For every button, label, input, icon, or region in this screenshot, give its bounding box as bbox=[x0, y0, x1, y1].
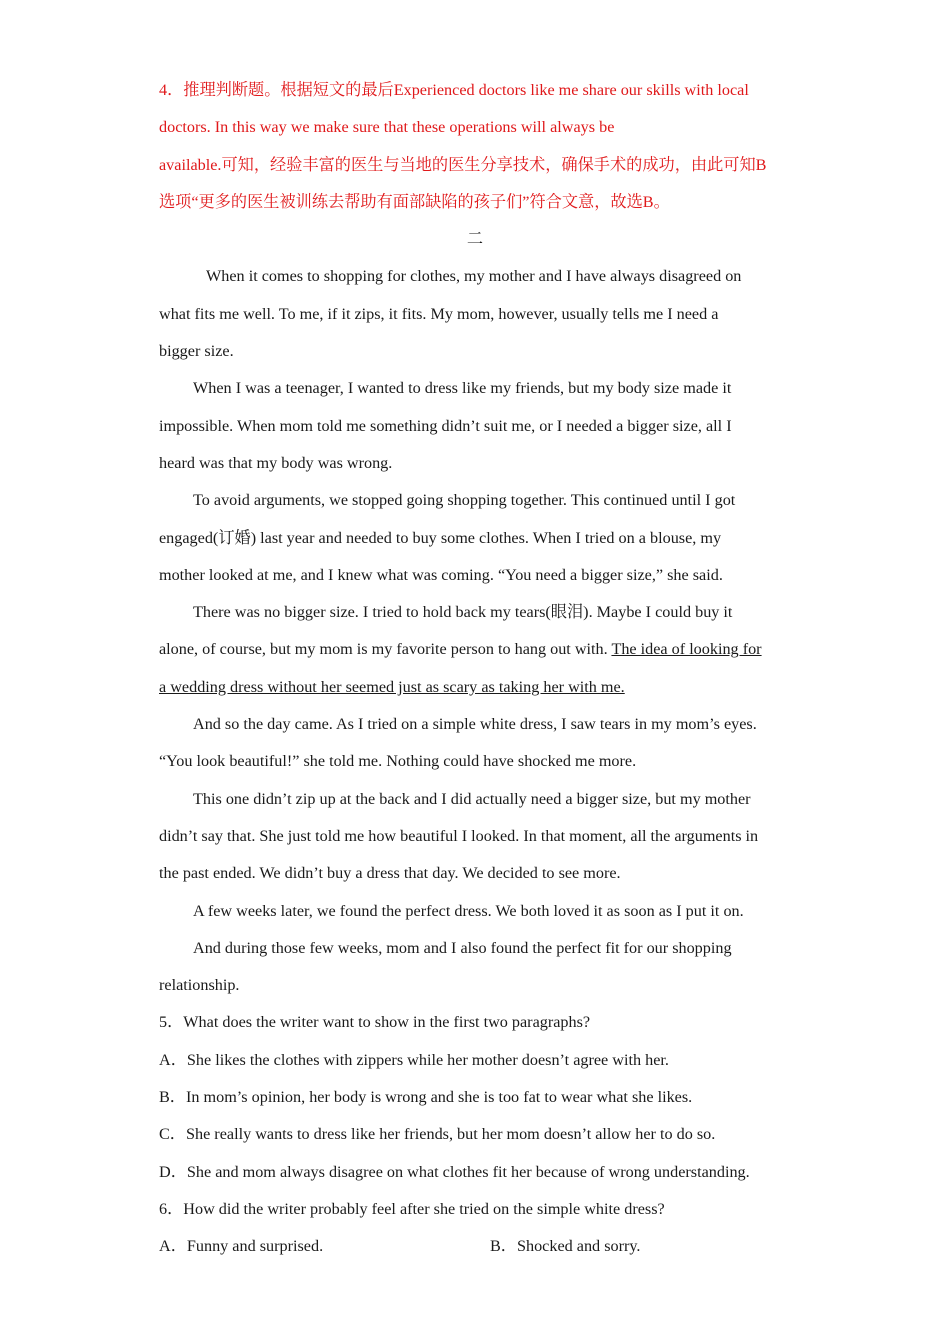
passage-line: “You look beautiful!” she told me. Nothing could have shocked me more. bbox=[159, 752, 637, 771]
explanation-line: 选项“更多的医生被训练去帮助有面部缺陷的孩子们”符合文意，故选B。 bbox=[159, 192, 670, 211]
passage-line: impossible. When mom told me something didn’t suit me, or I needed a bigger size, all I bbox=[159, 416, 732, 435]
passage-line: A few weeks later, we found the perfect dress. We both loved it as soon as I put it on. bbox=[193, 901, 744, 920]
option-b: B．In mom’s opinion, her body is wrong and she is too fat to wear what she likes. bbox=[159, 1088, 693, 1107]
passage-line: When it comes to shopping for clothes, my mother and I have always disagreed on bbox=[206, 267, 742, 286]
passage-line: When I was a teenager, I wanted to dress like my friends, but my body size made it bbox=[193, 379, 732, 398]
option-d: D．She and mom always disagree on what clothes fit her because of wrong understanding. bbox=[159, 1162, 750, 1181]
passage-line: heard was that my body was wrong. bbox=[159, 453, 393, 472]
option-b: B．Shocked and sorry. bbox=[490, 1237, 641, 1256]
section-heading: 二 bbox=[466, 230, 484, 249]
passage-line: what fits me well. To me, if it zips, it fits. My mom, however, usually tells me I need a bbox=[159, 304, 719, 323]
question-stem: 6．How did the writer probably feel after she tried on the simple white dress? bbox=[159, 1199, 665, 1218]
explanation-line: available.可知，经验丰富的医生与当地的医生分享技术，确保手术的成功，由此可知B bbox=[159, 155, 767, 174]
option-c: C．She really wants to dress like her friends, but her mom doesn’t allow her to do so. bbox=[159, 1125, 716, 1144]
question-stem: 5．What does the writer want to show in the first two paragraphs? bbox=[159, 1013, 591, 1032]
passage-line: mother looked at me, and I knew what was coming. “You need a bigger size,” she said. bbox=[159, 565, 723, 584]
question-5 bbox=[159, 1004, 791, 1190]
passage-line: This one didn’t zip up at the back and I did actually need a bigger size, but my mother bbox=[193, 789, 751, 808]
passage-line: engaged(订婚) last year and needed to buy some clothes. When I tried on a blouse, my bbox=[159, 528, 722, 547]
passage-text: alone, of course, but my mom is my favorite person to hang out with. bbox=[159, 640, 612, 659]
explanation-line: doctors. In this way we make sure that these operations will always be bbox=[159, 118, 615, 137]
passage-line: And during those few weeks, mom and I also found the perfect fit for our shopping bbox=[193, 938, 732, 957]
passage-line: relationship. bbox=[159, 976, 240, 995]
passage-line: bigger size. bbox=[159, 342, 234, 361]
document-page bbox=[159, 72, 791, 1266]
reading-passage bbox=[159, 258, 791, 1004]
option-a: A．She likes the clothes with zippers while her mother doesn’t agree with her. bbox=[159, 1050, 669, 1069]
question-6 bbox=[159, 1191, 791, 1266]
explanation-line: 4．推理判断题。根据短文的最后Experienced doctors like me share our skills with local bbox=[159, 81, 749, 99]
answer-explanation bbox=[159, 72, 791, 221]
passage-line: didn’t say that. She just told me how beautiful I looked. In that moment, all the arguments in bbox=[159, 826, 759, 845]
passage-line: To avoid arguments, we stopped going shopping together. This continued until I got bbox=[193, 491, 736, 510]
passage-line: And so the day came. As I tried on a simple white dress, I saw tears in my mom’s eyes. bbox=[193, 715, 757, 734]
option-a: A．Funny and surprised. bbox=[159, 1237, 324, 1256]
passage-line bbox=[159, 631, 791, 668]
underlined-sentence: a wedding dress without her seemed just as scary as taking her with me. bbox=[159, 677, 625, 696]
passage-line: There was no bigger size. I tried to hold back my tears(眼泪). Maybe I could buy it bbox=[193, 603, 733, 622]
options-row bbox=[159, 1228, 791, 1265]
passage-line: the past ended. We didn’t buy a dress that day. We decided to see more. bbox=[159, 864, 621, 883]
underlined-sentence: The idea of looking for bbox=[611, 640, 762, 659]
